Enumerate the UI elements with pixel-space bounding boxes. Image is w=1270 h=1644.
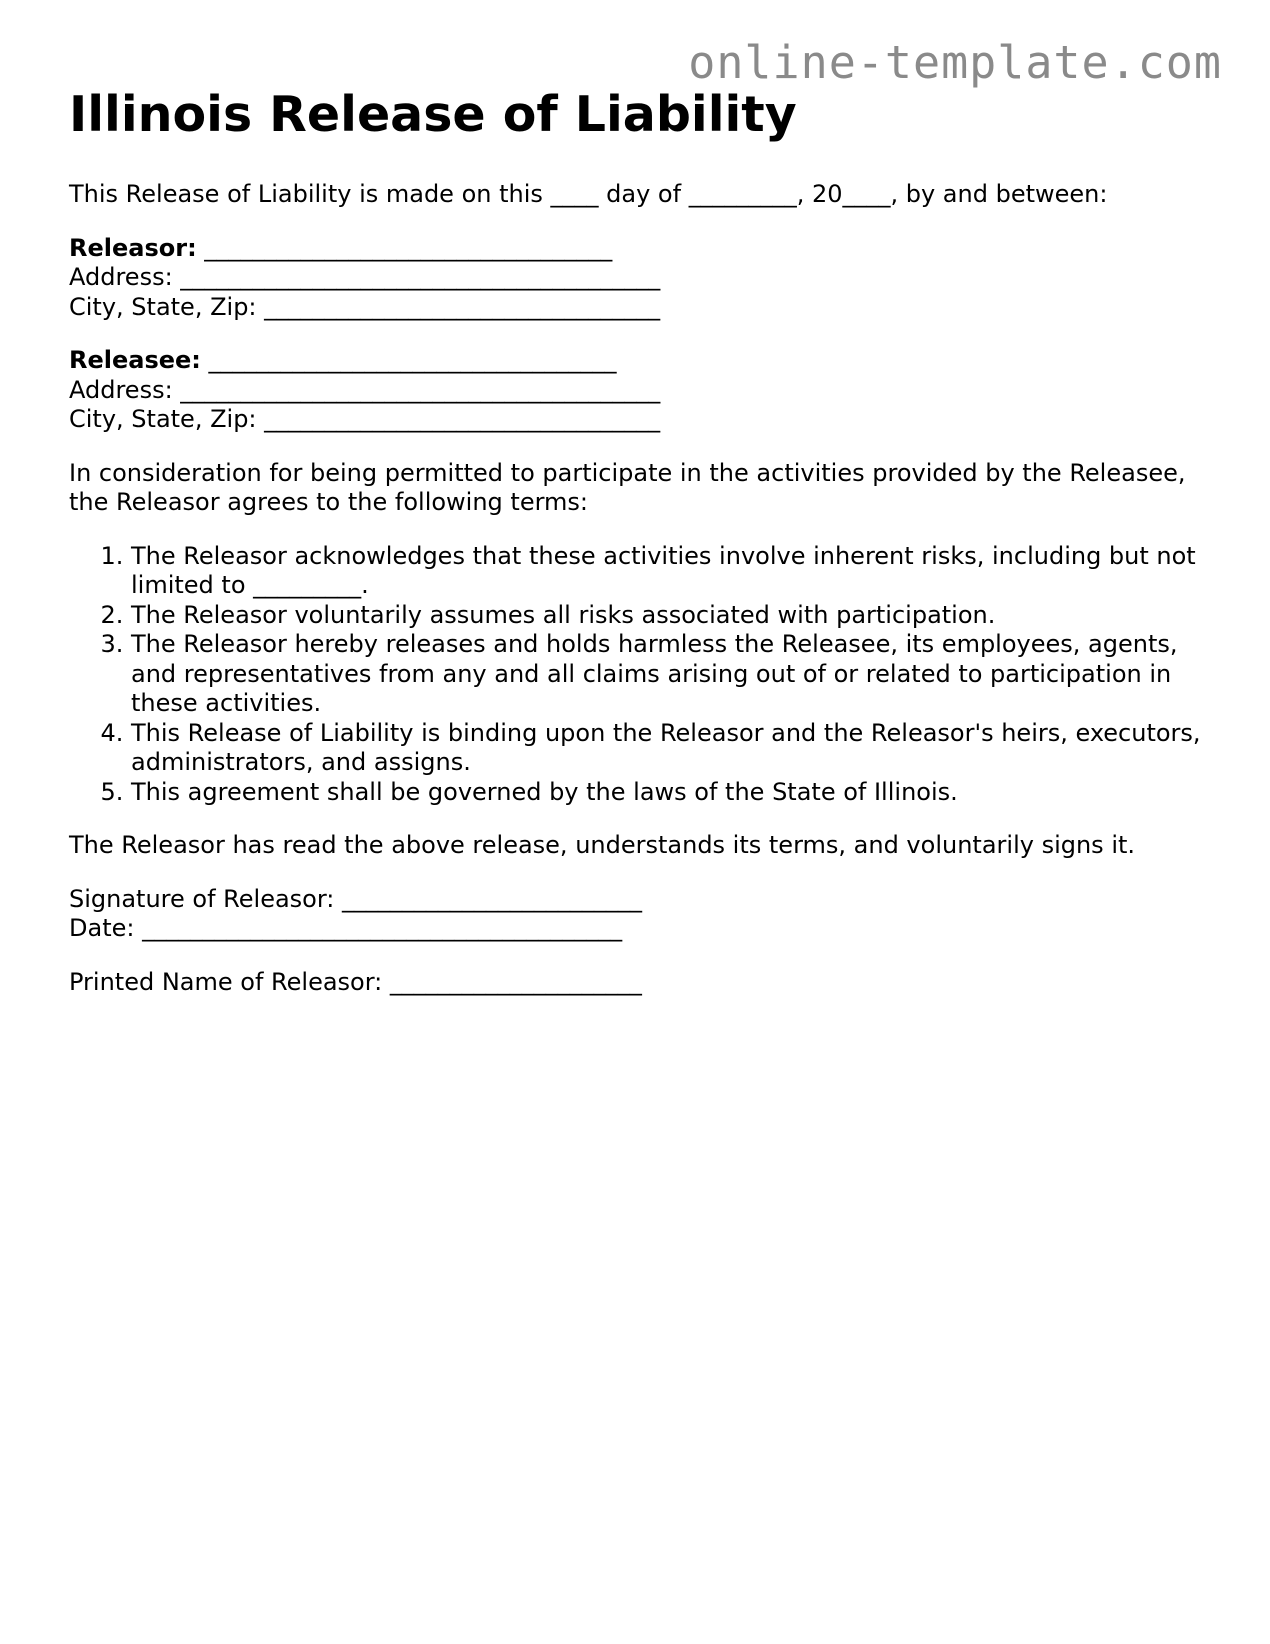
intro-paragraph: This Release of Liability is made on this ____ day of _________, 20____, by and between: [69, 180, 1108, 208]
consideration-paragraph: In consideration for being permitted to participate in the activities provided by the Releasee, the Releasor agrees to the following terms: [69, 458, 1186, 516]
releasee-name-line [69, 346, 1209, 376]
page-title: Illinois Release of Liability [69, 86, 797, 143]
releasee-block [69, 346, 1209, 435]
acknowledgement-paragraph: The Releasor has read the above release, understands its terms, and voluntarily signs it. [69, 831, 1136, 859]
releasee-label: Releasee: [69, 346, 201, 374]
releasor-block [69, 234, 1209, 323]
releasor-address-line: Address: ________________________________________ [69, 263, 661, 291]
list-item: 5. This agreement shall be governed by the laws of the State of Illinois. [131, 778, 1209, 808]
list-item: 4. This Release of Liability is binding upon the Releasor and the Releasor's heirs, executors, administrators, and assigns. [131, 719, 1209, 778]
releasee-name-blank: __________________________________ [200, 346, 617, 374]
releasor-city-line: City, State, Zip: _________________________________ [69, 292, 661, 321]
terms-list [69, 542, 1209, 808]
document-body [69, 180, 1209, 1021]
signature-block [69, 885, 1209, 944]
printed-name-line: Printed Name of Releasor: _____________________ [69, 967, 642, 996]
releasee-city-line: City, State, Zip: _________________________________ [69, 405, 661, 433]
list-item: 1. The Releasor acknowledges that these activities involve inherent risks, including but not limited to _________. [131, 542, 1209, 601]
releasor-name-line [69, 234, 1209, 264]
list-item: 3. The Releasor hereby releases and holds harmless the Releasee, its employees, agents, and representatives from any and all claims arising out of or related to participation in these activities. [131, 630, 1209, 719]
releasor-name-blank: __________________________________ [196, 233, 613, 262]
list-item: 2. The Releasor voluntarily assumes all risks associated with participation. [131, 601, 1209, 631]
signature-line: Signature of Releasor: _________________________ [69, 884, 643, 913]
watermark: online-template.com [688, 36, 1222, 89]
releasor-label: Releasor: [69, 233, 197, 262]
releasee-address-line: Address: ________________________________________ [69, 375, 661, 404]
printed-name-block [69, 968, 1209, 998]
date-line: Date: ________________________________________ [69, 914, 623, 942]
